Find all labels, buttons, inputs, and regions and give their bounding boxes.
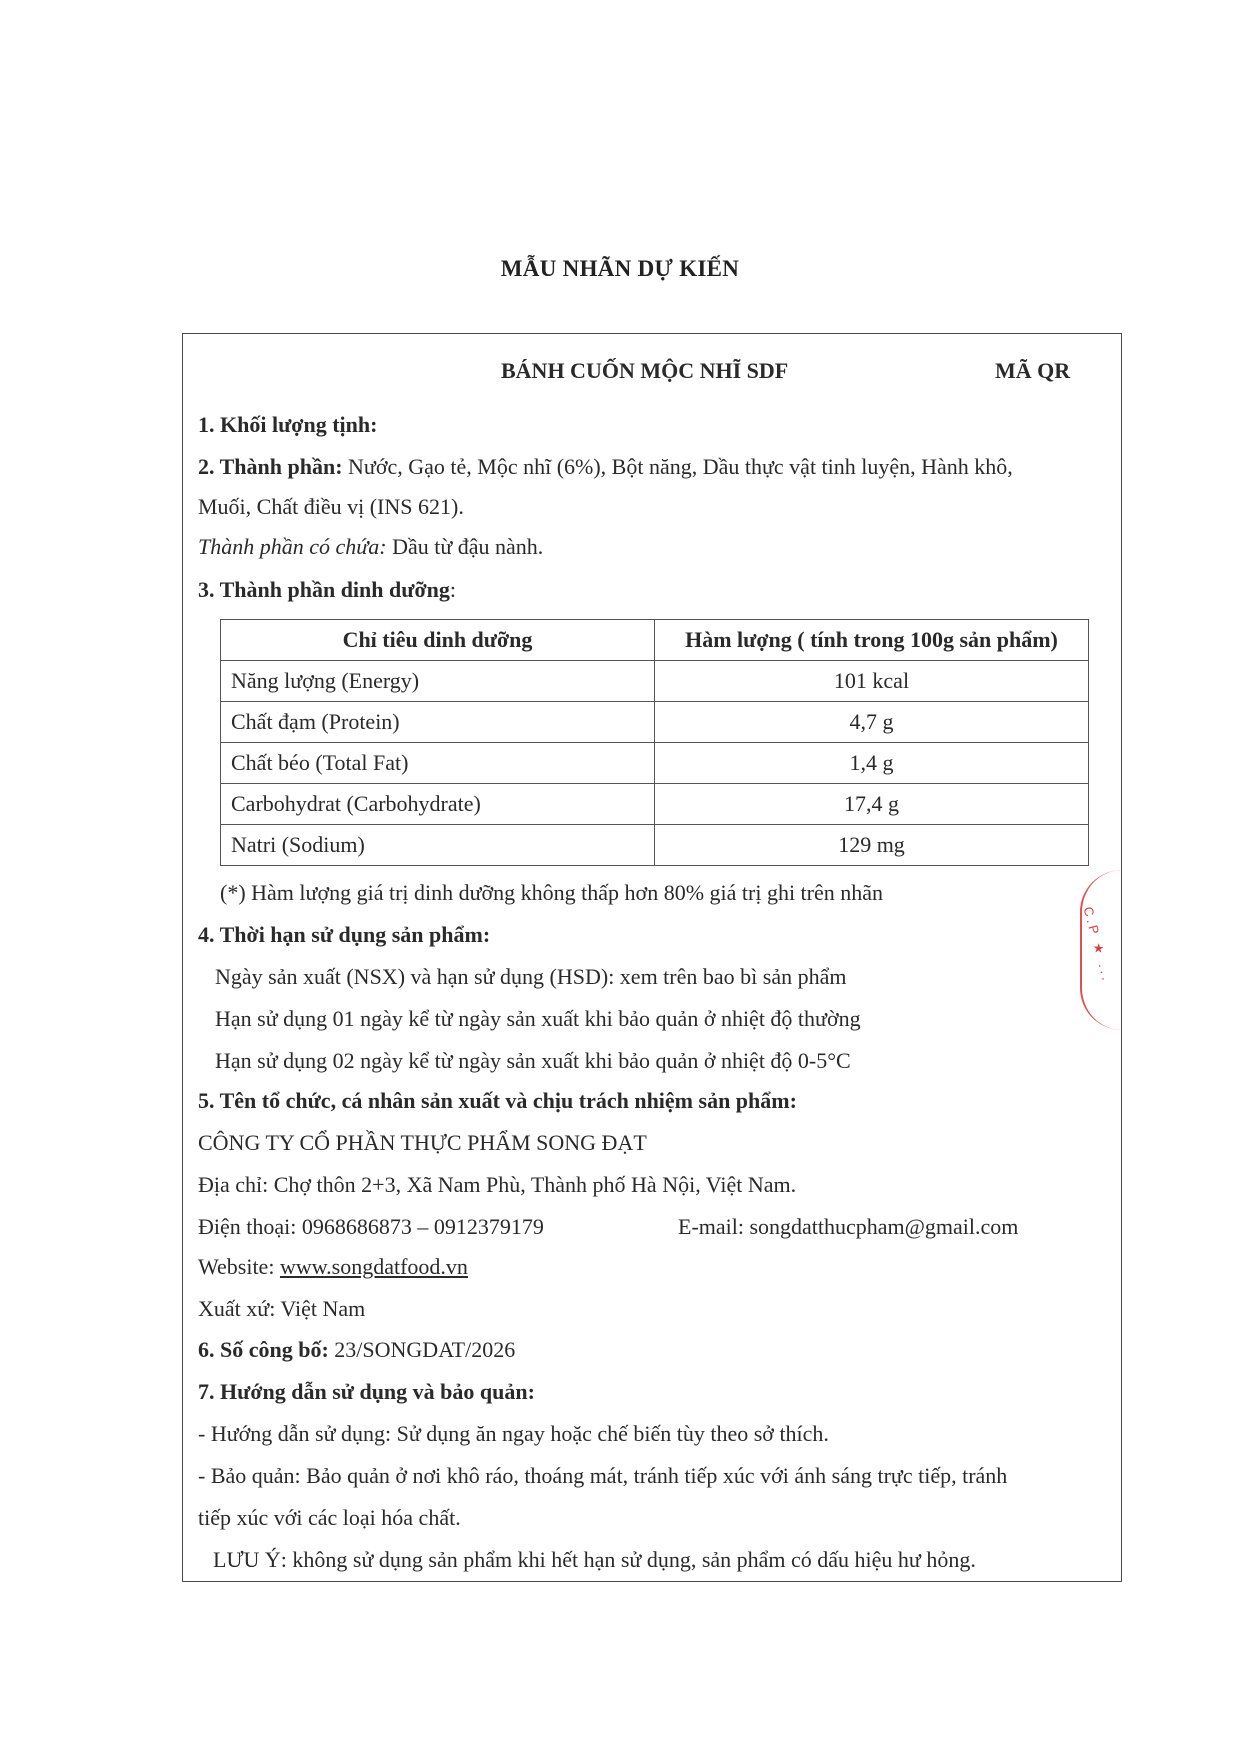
ingredients-line1: Nước, Gạo tẻ, Mộc nhĩ (6%), Bột năng, Dầu thực vật tinh luyện, Hành khô, [342,454,1013,479]
nutrient-name: Natri (Sodium) [221,825,655,866]
nutrient-value: 1,4 g [655,743,1089,784]
nutrition-note: (*) Hàm lượng giá trị dinh dưỡng không thấp hơn 80% giá trị ghi trên nhãn [220,880,884,905]
nutrient-value: 129 mg [655,825,1089,866]
section-3-colon: : [449,577,456,602]
contains-line [198,534,543,560]
declaration-number: 23/SONGDAT/2026 [328,1337,516,1362]
label-box [182,333,1122,1582]
section-3-title: 3. Thành phần dinh dưỡng [198,577,450,602]
nutrient-value: 101 kcal [655,661,1089,702]
usage-instructions: - Hướng dẫn sử dụng: Sử dụng ăn ngay hoặc chế biến tùy theo sở thích. [198,1421,829,1446]
nutrient-name: Chất béo (Total Fat) [221,743,655,784]
contains-value: Dầu từ đậu nành. [386,534,544,559]
page-title: MẪU NHÃN DỰ KIẾN [500,256,740,281]
section-3-title-line [198,577,456,603]
nutrient-name: Carbohydrat (Carbohydrate) [221,784,655,825]
company-phone: Điện thoại: 0968686873 – 0912379179 [198,1214,544,1239]
shelf-life-line3: Hạn sử dụng 02 ngày kể từ ngày sản xuất khi bảo quản ở nhiệt độ 0-5°C [215,1048,851,1073]
nutrient-name: Chất đạm (Protein) [221,702,655,743]
section-6-title: 6. Số công bố: [198,1337,329,1362]
ingredients-line2: Muối, Chất điều vị (INS 621). [198,494,464,519]
section-1-title: 1. Khối lượng tịnh: [198,412,378,437]
table-row [221,784,1089,825]
nutrient-value: 17,4 g [655,784,1089,825]
section-2-line1 [198,454,1013,480]
shelf-life-line1: Ngày sản xuất (NSX) và hạn sử dụng (HSD): xem trên bao bì sản phẩm [215,964,847,989]
shelf-life-line2: Hạn sử dụng 01 ngày kể từ ngày sản xuất khi bảo quản ở nhiệt độ thường [215,1006,861,1031]
nutrition-table [220,619,1089,866]
storage-line1: - Bảo quản: Bảo quản ở nơi khô ráo, thoáng mát, tránh tiếp xúc với ánh sáng trực tiếp, tránh [198,1463,1008,1488]
section-5-title: 5. Tên tổ chức, cá nhân sản xuất và chịu trách nhiệm sản phẩm: [198,1088,797,1113]
section-2-title: 2. Thành phần: [198,454,343,479]
table-row [221,743,1089,784]
table-row [221,661,1089,702]
product-name: BÁNH CUỐN MỘC NHĨ SDF [501,358,789,383]
company-email: E-mail: songdatthucpham@gmail.com [678,1214,1019,1239]
stamp-text: C.P ★ ... [1080,905,1116,985]
warning-note: LƯU Ý: không sử dụng sản phẩm khi hết hạn sử dụng, sản phẩm có dấu hiệu hư hỏng. [213,1547,976,1572]
website-line [198,1254,468,1280]
table-row [221,825,1089,866]
section-6-line [198,1337,515,1363]
company-name: CÔNG TY CỔ PHẦN THỰC PHẨM SONG ĐẠT [198,1130,647,1155]
contains-label: Thành phần có chứa: [198,534,387,559]
nutrient-value: 4,7 g [655,702,1089,743]
section-7-title: 7. Hướng dẫn sử dụng và bảo quản: [198,1379,535,1404]
origin: Xuất xứ: Việt Nam [198,1296,366,1321]
nutrient-name: Năng lượng (Energy) [221,661,655,702]
table-row [221,702,1089,743]
website-label: Website: [198,1254,280,1279]
storage-line2: tiếp xúc với các loại hóa chất. [198,1505,461,1530]
section-4-title: 4. Thời hạn sử dụng sản phẩm: [198,922,491,947]
table-header-row [221,620,1089,661]
company-address: Địa chỉ: Chợ thôn 2+3, Xã Nam Phù, Thành phố Hà Nội, Việt Nam. [198,1172,797,1197]
col-header-nutrient: Chỉ tiêu dinh dưỡng [221,620,655,661]
qr-label: MÃ QR [995,358,1071,383]
col-header-amount: Hàm lượng ( tính trong 100g sản phẩm) [655,620,1089,661]
website-link[interactable]: www.songdatfood.vn [279,1254,468,1279]
